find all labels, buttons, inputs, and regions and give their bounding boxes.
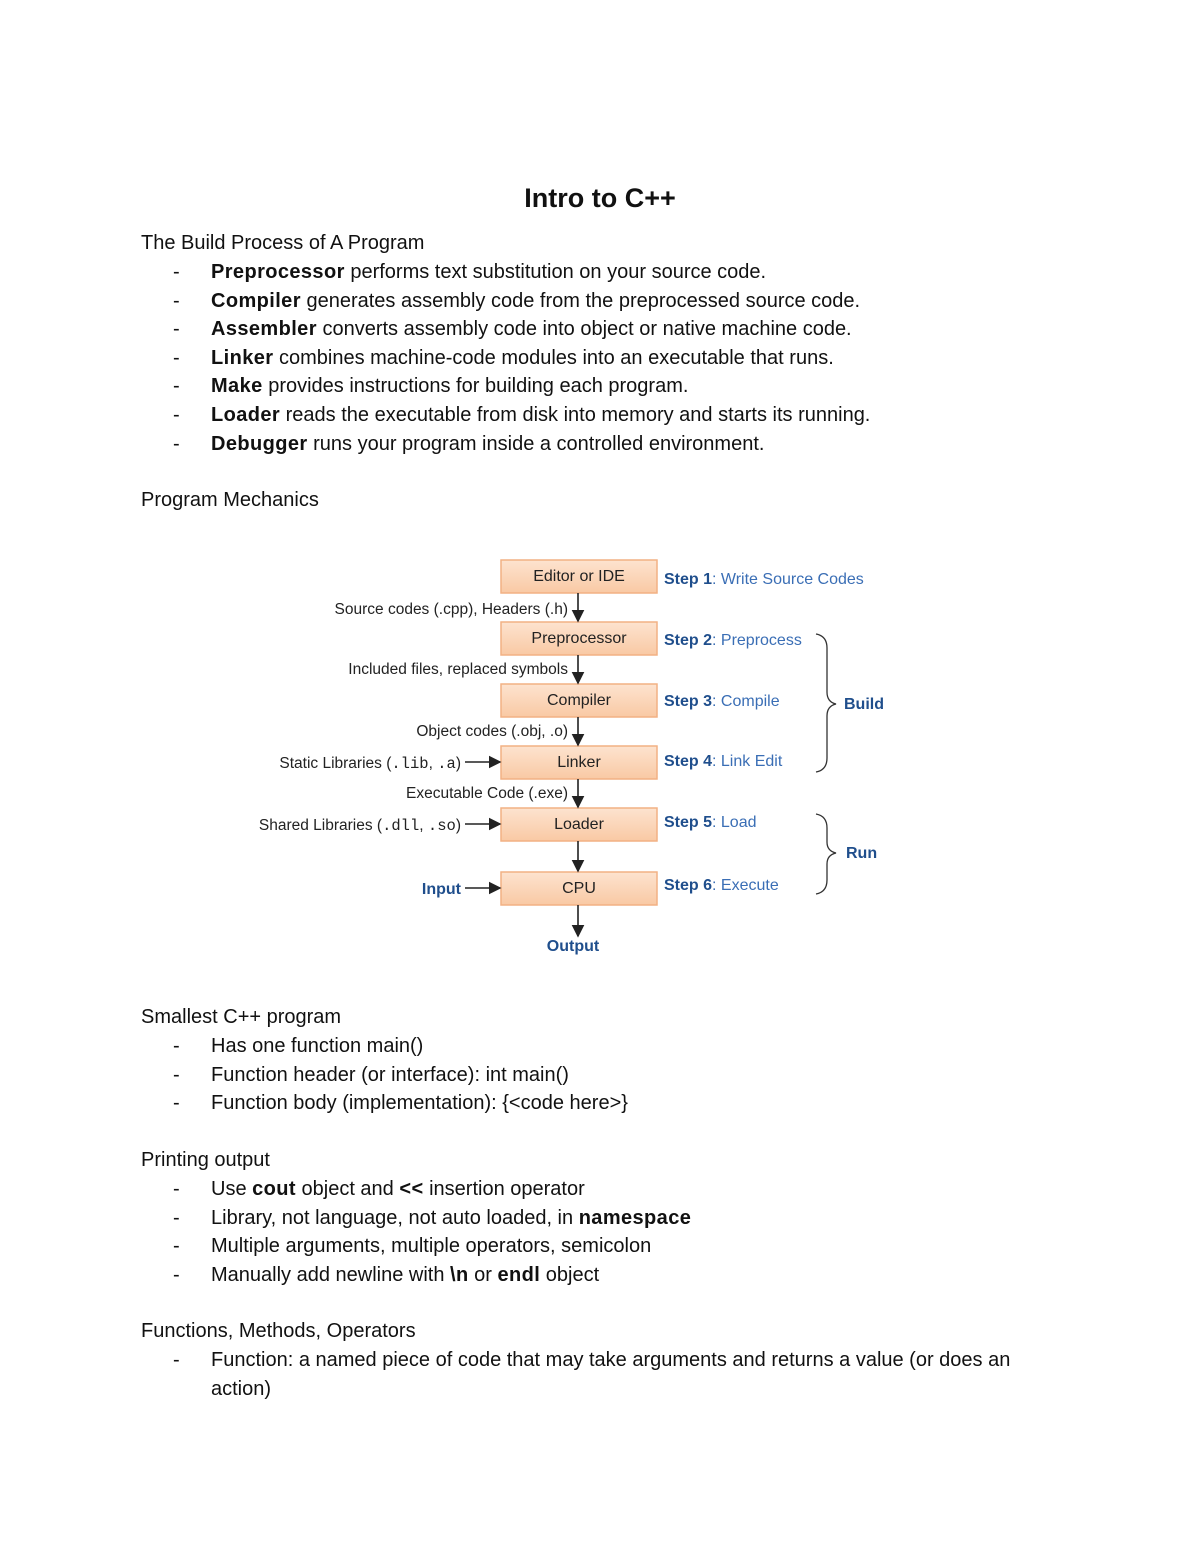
- description: provides instructions for building each program.: [262, 375, 689, 398]
- term: Debugger: [211, 432, 308, 455]
- term: Preprocessor: [211, 261, 345, 283]
- step-6-label: Step 6: Execute: [664, 877, 779, 894]
- functions-list: [141, 1346, 1051, 1403]
- step-1-label: Step 1: Write Source Codes: [664, 571, 864, 588]
- printing-output-list: [141, 1175, 1061, 1289]
- term: Compiler: [211, 289, 301, 312]
- page-title: Intro to C++: [524, 183, 676, 213]
- box-label: Loader: [554, 816, 604, 833]
- static-libraries-label: Static Libraries (.lib, .a): [279, 755, 461, 773]
- term: Assembler: [211, 318, 317, 341]
- printing-output-heading: Printing output: [141, 1149, 270, 1171]
- run-label: Run: [846, 845, 878, 862]
- build-process-section: [141, 229, 1061, 458]
- term: Linker: [211, 346, 274, 369]
- description: runs your program inside a controlled environment.: [307, 432, 765, 455]
- smallest-program-section: [141, 1003, 1061, 1118]
- term: Loader: [211, 403, 281, 426]
- functions-heading: Functions, Methods, Operators: [141, 1320, 416, 1342]
- term: Make: [211, 375, 263, 398]
- input-label: Input: [421, 881, 461, 898]
- list-item: - Use cout object and << insertion operator: [173, 1178, 585, 1200]
- step-4-label: Step 4: Link Edit: [664, 753, 783, 770]
- box-label: Editor or IDE: [533, 568, 625, 585]
- program-mechanics-section: [141, 486, 1061, 515]
- list-item: - Function header (or interface): int main(): [173, 1063, 569, 1086]
- description: reads the executable from disk into memory and starts its running.: [280, 403, 871, 426]
- functions-section: [141, 1317, 1051, 1403]
- build-label: Build: [844, 696, 884, 713]
- printing-output-section: [141, 1146, 1061, 1289]
- description: combines machine-code modules into an executable that runs.: [273, 346, 834, 369]
- pipeline-box-cpu: [501, 872, 657, 905]
- list-item: - Function body (implementation): {<code here>}: [173, 1092, 628, 1115]
- flow-label-source: Source codes (.cpp), Headers (.h): [334, 601, 568, 618]
- pipeline-box-linker: [501, 746, 657, 779]
- list-item: - Manually add newline with \n or endl object: [173, 1263, 600, 1286]
- output-label: Output: [546, 938, 600, 955]
- pipeline-box-loader: [501, 808, 657, 841]
- build-brace: [816, 634, 836, 772]
- description: generates assembly code from the preprocessed source code.: [300, 289, 861, 312]
- flow-label-included: Included files, replaced symbols: [348, 661, 568, 678]
- box-label: Linker: [557, 754, 601, 771]
- step-2-label: Step 2: Preprocess: [664, 632, 802, 649]
- shared-libraries-label: Shared Libraries (.dll, .so): [258, 817, 461, 835]
- list-item: - Library, not language, not auto loaded, in namespace: [173, 1206, 692, 1229]
- list-item: - Loader reads the executable from disk into memory and starts its running.: [173, 403, 871, 426]
- list-item: - Compiler generates assembly code from the preprocessed source code.: [173, 289, 861, 312]
- box-label: CPU: [562, 880, 596, 897]
- flow-label-object: Object codes (.obj, .o): [416, 723, 568, 740]
- list-item: - Multiple arguments, multiple operators, semicolon: [173, 1235, 652, 1258]
- list-item: - Has one function main(): [173, 1035, 424, 1057]
- list-item: - Preprocessor performs text substitution on your source code.: [173, 261, 767, 283]
- list-item: - Linker combines machine-code modules into an executable that runs.: [173, 346, 834, 369]
- pipeline-box-compiler: [501, 684, 657, 717]
- smallest-program-list: [141, 1032, 1061, 1118]
- flow-label-executable: Executable Code (.exe): [406, 785, 568, 802]
- list-item: - Debugger runs your program inside a controlled environment.: [173, 432, 765, 455]
- run-brace: [816, 814, 836, 894]
- pipeline-box-editor: [501, 560, 657, 593]
- pipeline-box-preprocessor: [501, 622, 657, 655]
- list-item: - Make provides instructions for building each program.: [173, 375, 689, 398]
- smallest-program-heading: Smallest C++ program: [141, 1006, 342, 1028]
- program-mechanics-heading: Program Mechanics: [141, 489, 319, 511]
- box-label: Compiler: [546, 692, 612, 709]
- build-process-list: [141, 258, 1061, 458]
- description: converts assembly code into object or native machine code.: [316, 318, 852, 341]
- list-item: - Assembler converts assembly code into object or native machine code.: [173, 318, 852, 341]
- step-5-label: Step 5: Load: [664, 814, 757, 831]
- build-process-heading: The Build Process of A Program: [141, 232, 425, 254]
- box-label: Preprocessor: [531, 630, 627, 647]
- description: performs text substitution on your source code.: [344, 261, 767, 283]
- list-item: - Function: a named piece of code that may take arguments and returns a value (or does an action): [173, 1349, 1011, 1400]
- build-pipeline-diagram: [230, 552, 910, 977]
- step-3-label: Step 3: Compile: [664, 693, 780, 710]
